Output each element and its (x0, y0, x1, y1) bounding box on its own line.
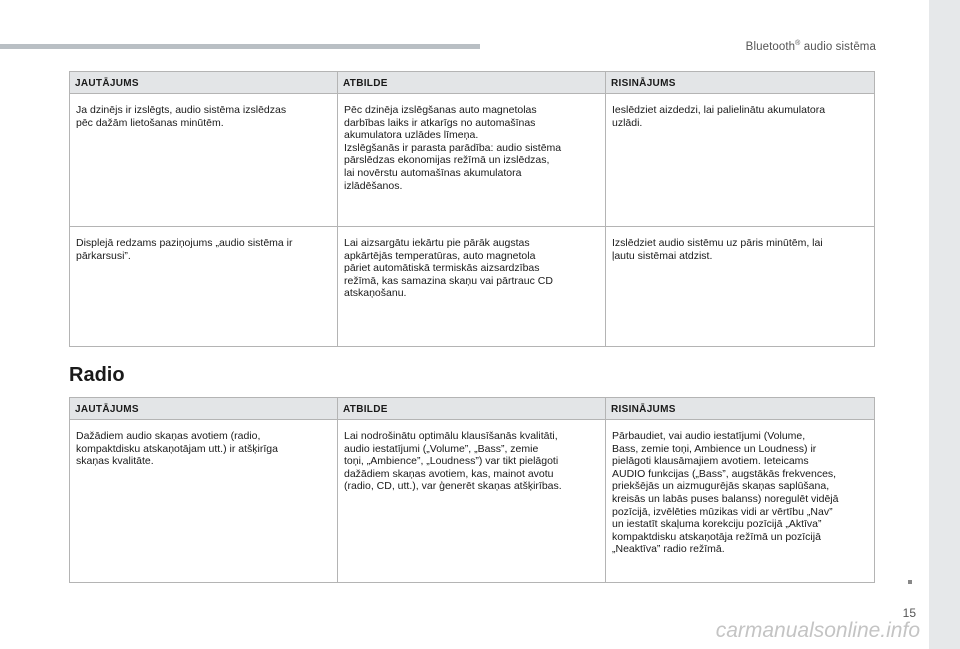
page-edge-strip (929, 0, 960, 649)
header-registered-mark: ® (795, 40, 801, 47)
answer-cell: Lai nodrošinātu optimālu klausīšanās kvalitāti, audio iestatījumi („Volume”, „Bass”, zemie toņi, „Ambience”, „Loudness”) var tikt pielāgoti dažādiem skaņas avotiem, kas, mainot avotu (radio, CD, utt.), var ģenerēt skaņas atšķirības. (338, 420, 606, 583)
running-header (746, 40, 876, 53)
table-header-row (70, 398, 875, 420)
table-header-row (70, 72, 875, 94)
solution-cell: Izslēdziet audio sistēmu uz pāris minūtēm, lai ļautu sistēmai atdzist. (606, 227, 875, 347)
watermark: carmanualsonline.info (715, 619, 920, 642)
table-row (70, 94, 875, 227)
question-cell: Dažādiem audio skaņas avotiem (radio, kompaktdisku atskaņotājam utt.) ir atšķirīga skaņas kvalitāte. (70, 420, 338, 583)
answer-cell: Pēc dzinēja izslēgšanas auto magnetolas darbības laiks ir atkarīgs no automašīnas akumulatora uzlādes līmeņa. Izslēgšanās ir parasta parādība: audio sistēma pārslēdzas ekonomijas režīmā un izslēdzas, lai novērstu automašīnas akumulatora izlādēšanos. (338, 94, 606, 227)
page-marker-dot (908, 580, 912, 584)
table-row (70, 420, 875, 583)
section-title-radio: Radio (69, 364, 125, 386)
column-header-question: JAUTĀJUMS (70, 398, 338, 420)
solution-cell: Ieslēdziet aizdedzi, lai palielinātu akumulatora uzlādi. (606, 94, 875, 227)
answer-cell: Lai aizsargātu iekārtu pie pārāk augstas apkārtējās temperatūras, auto magnetola pāriet automātiskā termiskās aizsardzības režīmā, kas samazina skaņu vai pārtrauc CD atskaņošanu. (338, 227, 606, 347)
column-header-answer: ATBILDE (338, 398, 606, 420)
question-cell: Displejā redzams paziņojums „audio sistēma ir pārkarsusi”. (70, 227, 338, 347)
bluetooth-faq-table (69, 71, 875, 347)
header-divider-bar (0, 44, 480, 49)
table-row (70, 227, 875, 347)
question-cell: Ja dzinējs ir izslēgts, audio sistēma izslēdzas pēc dažām lietošanas minūtēm. (70, 94, 338, 227)
page-number: 15 (902, 606, 916, 620)
column-header-answer: ATBILDE (338, 72, 606, 94)
header-title-main: Bluetooth (745, 40, 796, 53)
column-header-solution: RISINĀJUMS (606, 72, 875, 94)
header-title-rest: audio sistēma (800, 40, 876, 53)
radio-faq-table (69, 397, 875, 583)
solution-cell: Pārbaudiet, vai audio iestatījumi (Volume, Bass, zemie toņi, Ambience un Loudness) ir pielāgoti klausāmajiem avotiem. Ieteicams AUDIO funkcijas („Bass”, augstākās frekvences, priekšējās un aizmugurējās skaņas saplūšana, kreisās un labās puses balanss) noregulēt vidējā pozīcijā, izvēlēties mūzikas vidi ar vērtību „Nav” un iestatīt skaļuma korekciju pozīcijā „Aktīva” kompaktdisku atskaņotāja režīmā un pozīcijā „Neaktīva” radio režīmā. (606, 420, 875, 583)
column-header-solution: RISINĀJUMS (606, 398, 875, 420)
column-header-question: JAUTĀJUMS (70, 72, 338, 94)
